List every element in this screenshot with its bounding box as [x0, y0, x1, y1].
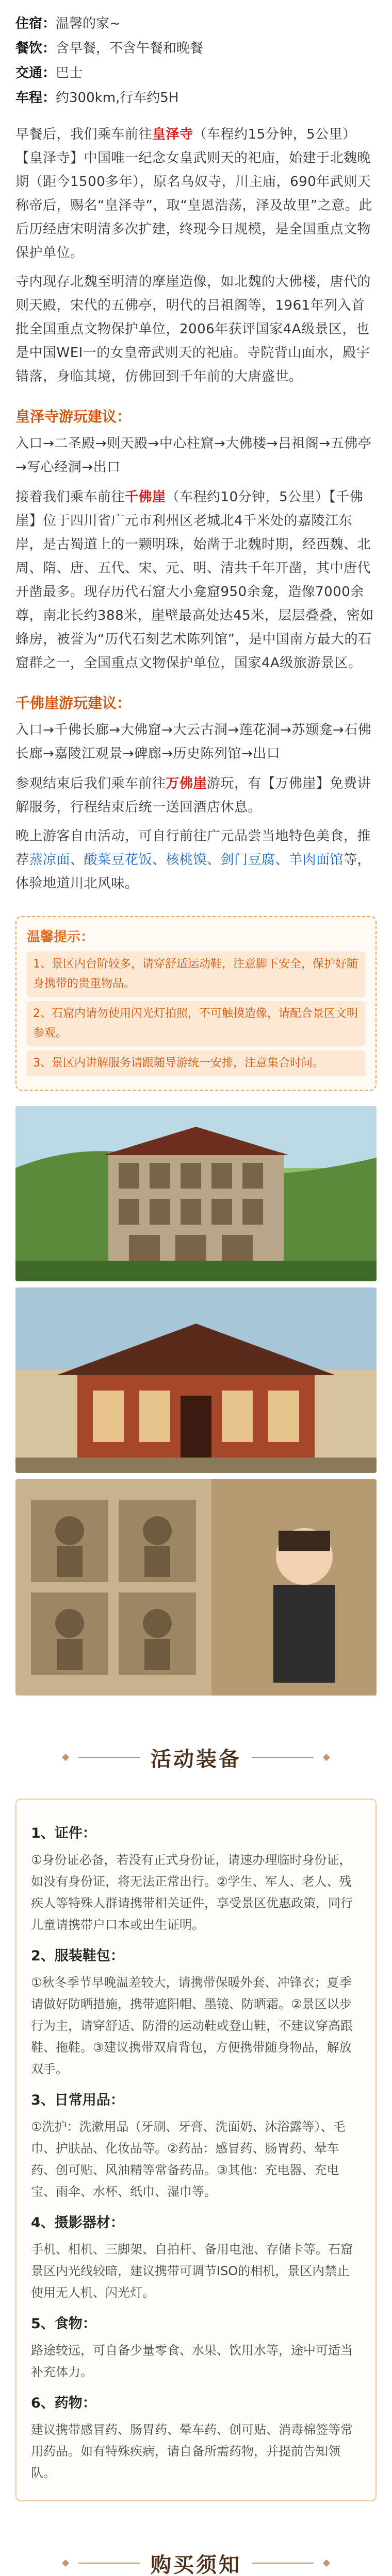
banner-right-line: [252, 1757, 314, 1758]
photo-huangzesi: [15, 1287, 377, 1473]
route-2-title: 千佛崖游玩建议：: [15, 694, 132, 711]
equip-section-head: 2、服装鞋包：: [31, 1948, 124, 1964]
notice-title: 购买须知: [151, 2552, 241, 2576]
tips-section: [15, 916, 377, 1091]
lodging-line: 住宿：温馨的家~: [15, 16, 121, 31]
equipment-title: 活动装备: [151, 1747, 241, 1771]
banner-right-dot: [323, 2560, 330, 2567]
route-1-path: 入口→二圣殿→则天殿→中心柱窟→大佛楼→吕祖阁→五佛亭→写心经洞→出口: [15, 436, 372, 475]
distance-line: 车程：约300km,行车约5H: [15, 90, 179, 106]
photo-qianfoya: [15, 1106, 377, 1281]
banner-left-dot: [62, 1754, 69, 1761]
day-paragraph-1: 早餐后，我们乘车前往皇泽寺（车程约15分钟，5公里）【皇泽寺】中国唯一纪念女皇武则天的祀庙，始建于北魏晚期（距今1500多年），原名乌奴寺，川主庙，690年武则天称帝后，赐名“皇泽寺”，取“皇恩浩荡，泽及故里”之意。此后历经唐宋明清多次扩建，终现今日规模，是全国重点文物保护单位。: [15, 127, 372, 261]
photo-gallery: [15, 1106, 377, 1696]
banner-right-dot: [323, 1754, 330, 1761]
equip-section: [31, 2392, 361, 2484]
route-1-title: 皇泽寺游玩建议：: [15, 408, 132, 425]
intro-block: [15, 0, 377, 110]
equip-section-text: ①洗护：洗漱用品（牙刷、牙膏、洗面奶、沐浴露等）、毛巾、护肤品、化妆品等。②药品：感冒药、肠胃药、晕车药、创可贴、风油精等常备药品。③其他：充电器、充电宝、雨伞、水杯、纸巾、湿巾等。: [31, 2120, 346, 2199]
banner-left-line: [78, 1757, 140, 1758]
banner-left-dot: [62, 2560, 69, 2567]
equip-section: [31, 1945, 361, 2080]
notice-banner: [0, 2532, 392, 2576]
equip-section-head: 5、食物：: [31, 2316, 96, 2332]
temple-hall-image: [15, 1287, 377, 1473]
meals-line: 餐饮：含早餐，不含午餐和晚餐: [15, 41, 204, 56]
stone-carving-image: [15, 1479, 377, 1696]
tips-title: 温馨提示：: [27, 929, 94, 945]
equip-section: [31, 2089, 361, 2202]
tip-item: 1、景区内台阶较多，请穿舒适运动鞋，注意脚下安全，保护好随身携带的贵重物品。: [27, 952, 365, 997]
equip-section-text: 手机、相机、三脚架、自拍杆、备用电池、存储卡等。石窟景区内光线较暗，建议携带可调节ISO的相机，景区内禁止使用无人机、闪光灯。: [31, 2242, 353, 2300]
equip-section-text: 建议携带感冒药、肠胃药、晕车药、创可贴、消毒棉签等常用药品。如有特殊疾病，请自备所需药物，并提前告知领队。: [31, 2422, 353, 2480]
route-1: [15, 404, 377, 675]
tip-item: 2、石窟内请勿使用闪光灯拍照，不可触摸造像，请配合景区文明参观。: [27, 1001, 365, 1046]
equip-section-head: 3、日常用品：: [31, 2092, 124, 2108]
route-1-next: 接着我们乘车前往千佛崖（车程约10分钟，5公里）【千佛崖】位于四川省广元市利州区老城北4千米处的嘉陵江东岸，是古蜀道上的一颗明珠，始凿于北魏时期，经西魏、北周、隋、唐、五代、宋、元、明、清共千年开凿，其中唐代开凿最多。现存历代石窟大小龛窟950余龛，造像7000余尊，南北长约388米，崖壁最高处达45米，层层叠叠，密如蜂房，被誉为“历代石刻艺术陈列馆”，是中国南方最大的石窟群之一，全国重点文物保护单位，国家4A级旅游景区。: [15, 489, 374, 671]
route-2: [15, 690, 377, 895]
equip-section-head: 4、摄影器材：: [31, 2215, 124, 2231]
equip-section-text: 路途较远，可自备少量零食、水果、饮用水等，途中可适当补充体力。: [31, 2343, 353, 2379]
route-2-evening: 晚上游客自由活动，可自行前往广元品尝当地特色美食，推荐蒸凉面、酸菜豆花饭、核桃馍、剑门豆腐、羊肉面馆等，体验地道川北风味。: [15, 828, 371, 891]
route-2-closing: 参观结束后我们乘车前往万佛崖游玩，有【万佛崖】免费讲解服务，行程结束后统一送回酒店休息。: [15, 776, 371, 815]
transport-line: 交通：巴士: [15, 65, 83, 81]
tips-box: [15, 916, 377, 1091]
equip-section: [31, 1822, 361, 1936]
tip-item: 3、景区内讲解服务请跟随导游统一安排，注意集合时间。: [27, 1050, 365, 1076]
equip-section: [31, 2313, 361, 2383]
route-2-path: 入口→千佛长廊→大佛窟→大云古洞→莲花洞→苏颋龛→石佛长廊→嘉陵江观景→碑廊→历史陈列馆→出口: [15, 722, 372, 761]
photo-wanfoya: [15, 1479, 377, 1696]
equip-section-head: 6、药物：: [31, 2395, 96, 2411]
equip-section-head: 1、证件：: [31, 1825, 96, 1841]
equipment-banner: [0, 1726, 392, 1788]
day-paragraph-2: 寺内现存北魏至明清的摩崖造像，如北魏的大佛楼，唐代的则天殿，宋代的五佛亭，明代的吕祖阁等，1961年列入首批全国重点文物保护单位，2006年获评国家4A级景区，也是中国WEI一的女皇帝武则天的祀庙。寺院背山面水，殿宇错落，身临其境，仿佛回到千年前的大唐盛世。: [15, 274, 371, 384]
equip-section-text: ①秋冬季节早晚温差较大，请携带保暖外套、冲锋衣；夏季请做好防晒措施，携带遮阳帽、墨镜、防晒霜。②景区以步行为主，请穿舒适、防滑的运动鞋或登山鞋，不建议穿高跟鞋、拖鞋。③建议携带双肩背包，方便携带随身物品，解放双手。: [31, 1975, 353, 2076]
cliff-temple-image: [15, 1106, 377, 1281]
day-description: [15, 123, 377, 388]
equipment-box: [15, 1799, 377, 2501]
banner-right-line: [252, 2563, 314, 2564]
equip-section: [31, 2212, 361, 2303]
equip-section-text: ①身份证必备，若没有正式身份证，请速办理临时身份证，如没有身份证，将无法正常出行。②学生、军人、老人、残疾人等特殊人群请携带相关证件，享受景区优惠政策，同行儿童请携带户口本或出生证明。: [31, 1853, 353, 1932]
banner-left-line: [78, 2563, 140, 2564]
